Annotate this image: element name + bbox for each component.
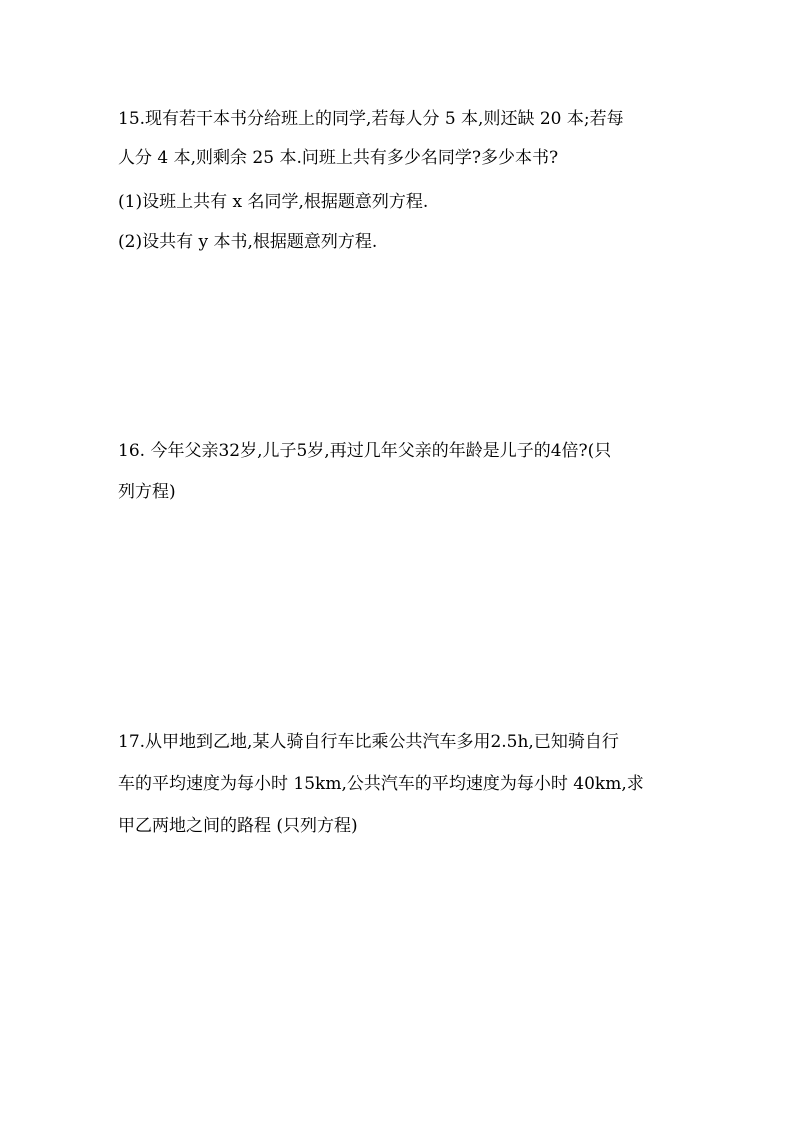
problem-17-line-1: 17.从甲地到乙地,某人骑自行车比乘公共汽车多用2.5h,已知骑自行 [118,732,619,752]
problem-15-line-2: 人分 4 本,则剩余 25 本.问班上共有多少名同学?多少本书? [118,148,559,168]
problem-15-line-1: 15.现有若干本书分给班上的同学,若每人分 5 本,则还缺 20 本;若每 [118,109,624,129]
problem-16-line-1: 16. 今年父亲32岁,儿子5岁,再过几年父亲的年龄是儿子的4倍?(只 [118,441,612,461]
problem-16-line-2: 列方程) [118,482,176,502]
problem-17-line-3: 甲乙两地之间的路程 (只列方程) [118,816,358,836]
problem-17-line-2: 车的平均速度为每小时 15km,公共汽车的平均速度为每小时 40km,求 [118,774,644,794]
problem-15-part-1: (1)设班上共有 x 名同学,根据题意列方程. [118,192,429,212]
problem-15-part-2: (2)设共有 y 本书,根据题意列方程. [118,232,378,252]
